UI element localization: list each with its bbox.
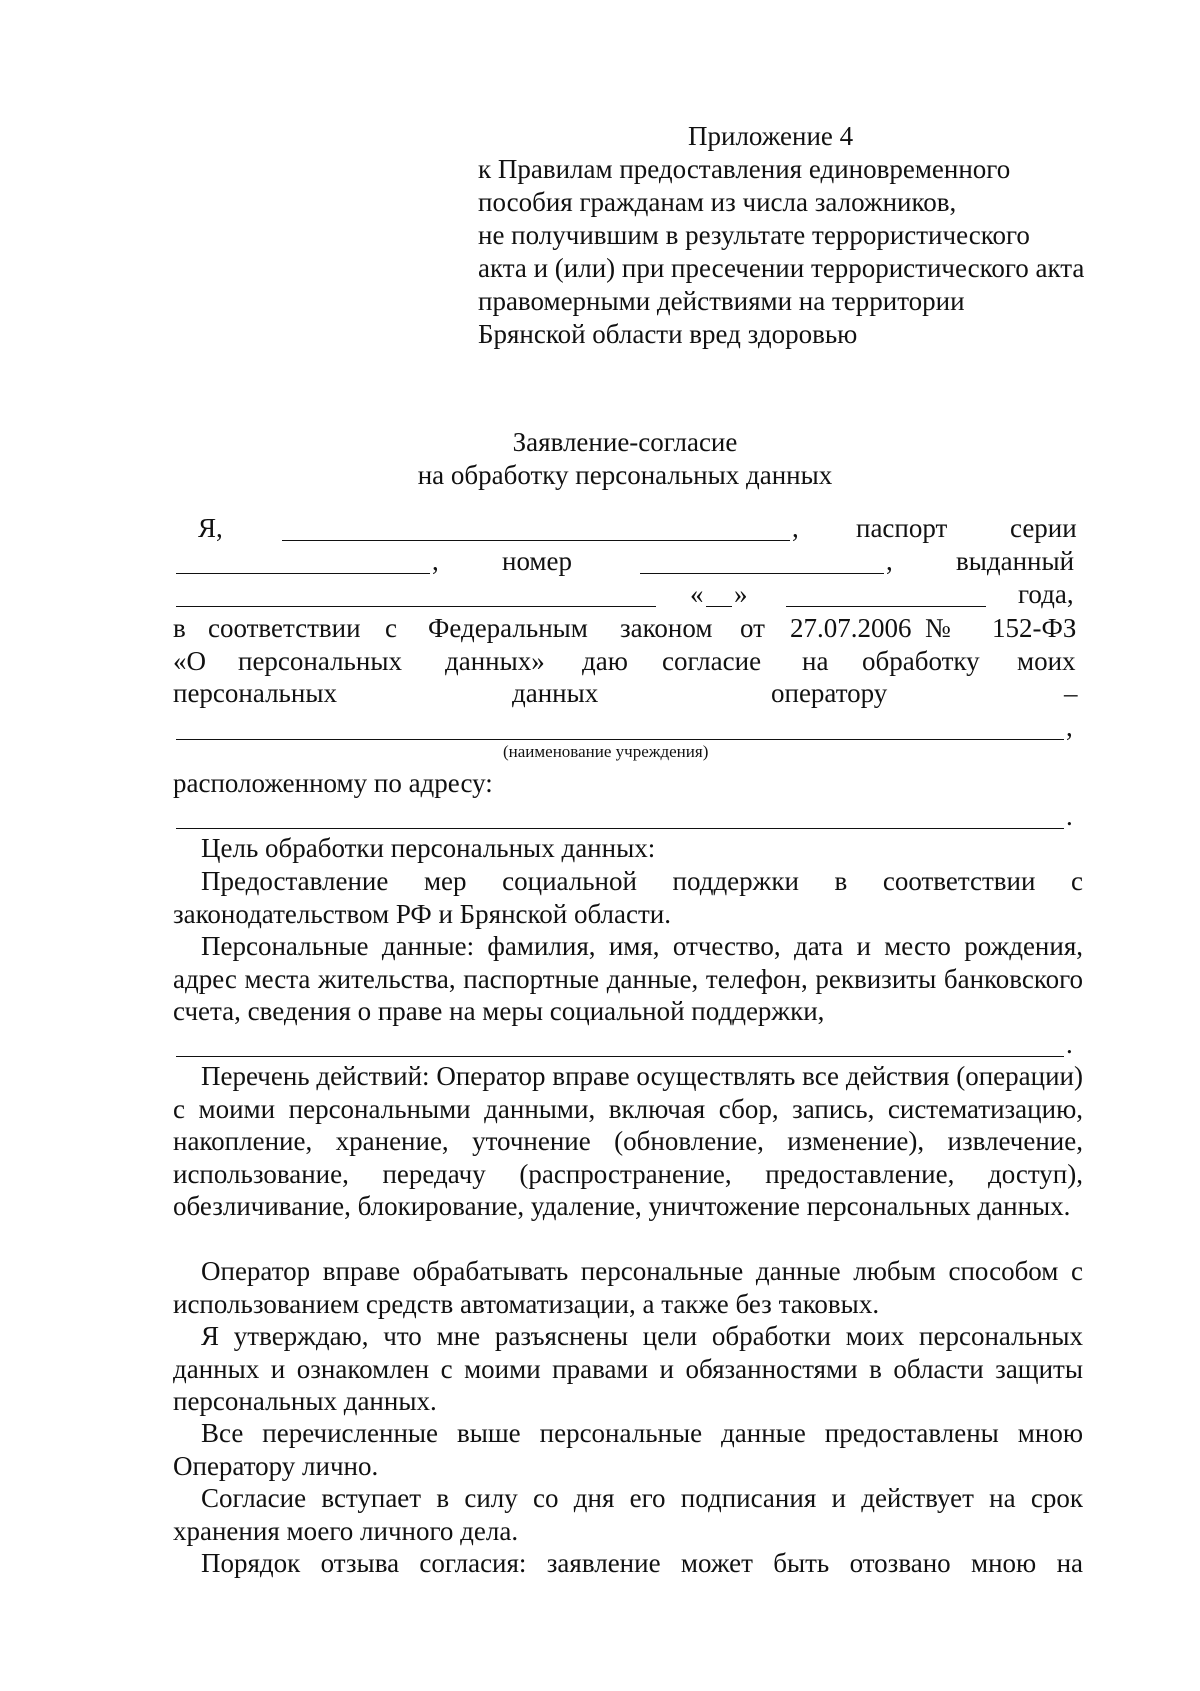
statement-word: от [740, 613, 765, 643]
address-label: расположенному по адресу: [173, 768, 493, 798]
passport-label: паспорт [856, 513, 948, 543]
appendix-title: Приложение 4 [688, 121, 854, 151]
name-field[interactable] [282, 540, 790, 541]
statement-word: персональных [238, 646, 402, 676]
comma: , [432, 546, 439, 576]
statement-word: согласие [662, 646, 762, 676]
date-close-quote: » [734, 579, 748, 609]
statement-word: в [173, 613, 186, 643]
statement-word: данных» [445, 646, 545, 676]
paragraph: Все перечисленные выше персональные данные предоставлены мною Оператору лично. [173, 1418, 1083, 1481]
purpose-text: Предоставление мер социальной поддержки в соответствии с законодательством РФ и Брянской области. [173, 866, 1083, 929]
statement-word: № [925, 613, 951, 643]
comma: , [792, 513, 799, 543]
paragraph: Я утверждаю, что мне разъяснены цели обработки моих персональных данных и ознакомлен с моими правами и обязанностями в области защиты персональных данных. [173, 1321, 1083, 1416]
i-label: Я, [198, 513, 223, 543]
actions-text: Перечень действий: Оператор вправе осуществлять все действия (операции) с моими персональными данными, включая сбор, запись, систематизацию, накопление, хранение, уточнение (обновление, изменение), извлечение, использование, передачу (распространение, предоставление, доступ), обезличивание, блокирование, удаление, уничтожение персональных данных. [173, 1061, 1083, 1221]
statement-word: даю [582, 646, 628, 676]
address-field[interactable] [176, 828, 1064, 829]
appendix-line: правомерными действиями на территории [478, 286, 965, 316]
series-label: серии [1010, 513, 1077, 543]
statement-word: оператору [771, 678, 888, 708]
document-subtitle: на обработку персональных данных [417, 460, 833, 490]
comma: , [886, 546, 893, 576]
paragraph: Оператор вправе обрабатывать персональные данные любым способом с использованием средств автоматизации, а также без таковых. [173, 1256, 1083, 1319]
appendix-line: к Правилам предоставления единовременного [478, 154, 1011, 184]
appendix-line: не получившим в результате террористического [478, 220, 1030, 250]
statement-word: Федеральным [428, 613, 588, 643]
statement-word: на [802, 646, 829, 676]
statement-word: моих [1017, 646, 1076, 676]
day-field[interactable] [706, 606, 732, 607]
personal-data-text: Персональные данные: фамилия, имя, отчество, дата и место рождения, адрес места жительства, паспортные данные, телефон, реквизиты банковского счета, сведения о праве на меры социальной поддержки, [173, 931, 1083, 1026]
period: . [1066, 1029, 1073, 1059]
comma: , [1066, 712, 1073, 742]
year-label: года, [1018, 579, 1074, 609]
series-field[interactable] [176, 573, 430, 574]
month-field[interactable] [786, 606, 986, 607]
law-number: 152-ФЗ [992, 613, 1077, 643]
dash: – [1064, 678, 1078, 708]
paragraph: Согласие вступает в силу со дня его подписания и действует на срок хранения моего личного дела. [173, 1483, 1083, 1546]
date-open-quote: « [690, 579, 704, 609]
number-field[interactable] [640, 573, 884, 574]
appendix-line: Брянской области вред здоровью [478, 319, 858, 349]
personal-data-extra-field[interactable] [176, 1056, 1064, 1057]
paragraph: Порядок отзыва согласия: заявление может быть отозвано мною на [201, 1548, 1083, 1578]
statement-word: с [385, 613, 397, 643]
document-title: Заявление-согласие [512, 427, 738, 457]
institution-caption: (наименование учреждения) [503, 742, 709, 761]
law-date: 27.07.2006 [790, 613, 912, 643]
appendix-line: пособия гражданам из числа заложников, [478, 187, 957, 217]
institution-field[interactable] [176, 739, 1064, 740]
statement-word: законом [620, 613, 713, 643]
issued-by-field[interactable] [176, 606, 656, 607]
appendix-header [478, 120, 1084, 351]
statement-word: персональных [173, 678, 337, 708]
statement-word: обработку [862, 646, 980, 676]
issued-label: выданный [956, 546, 1075, 576]
appendix-line: акта и (или) при пресечении террористического акта [478, 253, 1085, 283]
period: . [1066, 801, 1073, 831]
statement-word: соответствии [208, 613, 361, 643]
number-label: номер [502, 546, 573, 576]
purpose-label: Цель обработки персональных данных: [201, 833, 656, 863]
statement-word: данных [512, 678, 599, 708]
statement-word: «О [173, 646, 206, 676]
